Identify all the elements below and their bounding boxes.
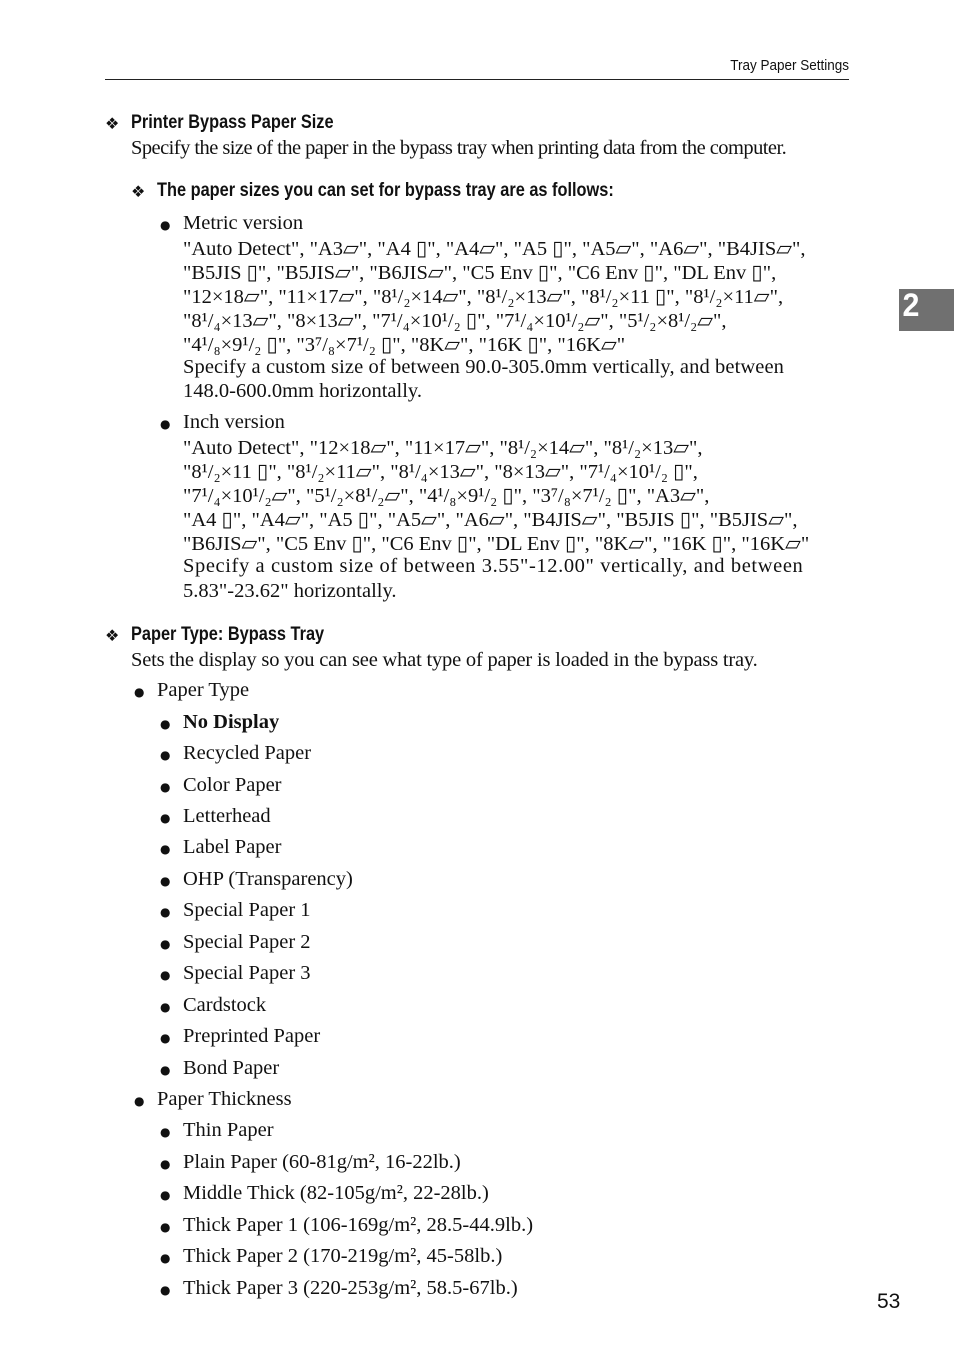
page-number: 53 [877, 1290, 901, 1313]
metric-size-line-1: "Auto Detect", "A3▱", "A4 ▯", "A4▱", "A5 ▯", "A5▱", "A6▱", "B4JIS▱", [183, 238, 806, 260]
inch-size-line-2: "8¹/₂×11 ▯", "8¹/₂×11▱", "8¹/₄×13▱", "8×13▱", "7¹/₄×10¹/₂ ▯", [183, 461, 698, 483]
paper-type-item: Special Paper 2 [183, 931, 311, 953]
inch-size-line-1: "Auto Detect", "12×18▱", "11×17▱", "8¹/₂×14▱", "8¹/₂×13▱", [183, 437, 703, 459]
section-description-bypass-size: Specify the size of the paper in the bypass tray when printing data from the computer. [131, 137, 787, 159]
paper-type-item: Bond Paper [183, 1057, 280, 1079]
paper-thickness-item: Thick Paper 1 (106-169g/m², 28.5-44.9lb.) [183, 1214, 534, 1236]
paper-type-item: Label Paper [183, 836, 282, 858]
paper-type-item: Special Paper 3 [183, 962, 311, 984]
diamond-bullet-icon: ❖ [131, 182, 146, 201]
paper-type-item: Color Paper [183, 774, 282, 796]
section-heading-paper-type: Paper Type: Bypass Tray [131, 624, 325, 645]
metric-custom-size-1: Specify a custom size of between 90.0-305.0mm vertically, and between [183, 356, 785, 378]
bullet-icon: ● [160, 874, 171, 888]
bullet-icon: ● [160, 968, 171, 982]
bullet-icon: ● [160, 1031, 171, 1045]
bullet-icon: ● [160, 1000, 171, 1014]
paper-thickness-item: Thick Paper 3 (220-253g/m², 58.5-67lb.) [183, 1277, 518, 1299]
bullet-icon: ● [160, 1063, 171, 1077]
paper-thickness-item: Middle Thick (82-105g/m², 22-28lb.) [183, 1182, 489, 1204]
bullet-icon: ● [134, 1094, 145, 1108]
metric-size-line-2: "B5JIS ▯", "B5JIS▱", "B6JIS▱", "C5 Env ▯", "C6 Env ▯", "DL Env ▯", [183, 262, 777, 284]
bullet-icon: ● [160, 218, 171, 232]
subheading-bypass-sizes: The paper sizes you can set for bypass tray are as follows: [157, 180, 614, 201]
diamond-bullet-icon: ❖ [105, 626, 120, 645]
bullet-icon: ● [160, 937, 171, 951]
inch-custom-size-2: 5.83"-23.62" horizontally. [183, 580, 397, 602]
inch-version-label: Inch version [183, 411, 285, 433]
section-description-paper-type: Sets the display so you can see what type of paper is loaded in the bypass tray. [131, 649, 758, 671]
paper-type-item: Special Paper 1 [183, 899, 311, 921]
diamond-bullet-icon: ❖ [105, 114, 120, 133]
section-heading-bypass-size: Printer Bypass Paper Size [131, 112, 334, 133]
paper-thickness-item: Thick Paper 2 (170-219g/m², 45-58lb.) [183, 1245, 503, 1267]
inch-custom-size-1: Specify a custom size of between 3.55"-12.00" vertically, and between [183, 555, 804, 577]
bullet-icon: ● [160, 1188, 171, 1202]
bullet-icon: ● [160, 1283, 171, 1297]
bullet-icon: ● [160, 1251, 171, 1265]
inch-size-line-4: "A4 ▯", "A4▱", "A5 ▯", "A5▱", "A6▱", "B4JIS▱", "B5JIS ▯", "B5JIS▱", [183, 509, 798, 531]
paper-type-item: No Display [183, 711, 280, 733]
paper-type-item: OHP (Transparency) [183, 868, 353, 890]
metric-size-line-4: "8¹/₄×13▱", "8×13▱", "7¹/₄×10¹/₂ ▯", "7¹/₄×10¹/₂▱", "5¹/₂×8¹/₂▱", [183, 310, 727, 332]
paper-type-item: Letterhead [183, 805, 271, 827]
bullet-icon: ● [160, 1220, 171, 1234]
inch-size-line-3: "7¹/₄×10¹/₂▱", "5¹/₂×8¹/₂▱", "4¹/₈×9¹/₂ ▯", "3⁷/₈×7¹/₂ ▯", "A3▱", [183, 485, 710, 507]
bullet-icon: ● [160, 905, 171, 919]
bullet-icon: ● [160, 1157, 171, 1171]
bullet-icon: ● [160, 748, 171, 762]
chapter-number: 2 [902, 287, 920, 323]
bullet-icon: ● [160, 780, 171, 794]
metric-custom-size-2: 148.0-600.0mm horizontally. [183, 380, 422, 402]
metric-size-line-5: "4¹/₈×9¹/₂ ▯", "3⁷/₈×7¹/₂ ▯", "8K▱", "16K ▯", "16K▱" [183, 334, 626, 356]
bullet-icon: ● [160, 1125, 171, 1139]
bullet-icon: ● [160, 717, 171, 731]
page-header [105, 57, 849, 80]
metric-size-line-3: "12×18▱", "11×17▱", "8¹/₂×14▱", "8¹/₂×13▱", "8¹/₂×11 ▯", "8¹/₂×11▱", [183, 286, 784, 308]
paper-thickness-item: Plain Paper (60-81g/m², 16-22lb.) [183, 1151, 461, 1173]
paper-thickness-label: Paper Thickness [157, 1088, 292, 1110]
paper-type-item: Recycled Paper [183, 742, 312, 764]
bullet-icon: ● [160, 417, 171, 431]
paper-type-label: Paper Type [157, 679, 250, 701]
bullet-icon: ● [160, 842, 171, 856]
header-section-title: Tray Paper Settings [730, 57, 849, 74]
metric-version-label: Metric version [183, 212, 304, 234]
bullet-icon: ● [160, 811, 171, 825]
inch-size-line-5: "B6JIS▱", "C5 Env ▯", "C6 Env ▯", "DL Env ▯", "8K▱", "16K ▯", "16K▱" [183, 533, 810, 555]
bullet-icon: ● [134, 685, 145, 699]
paper-type-item: Preprinted Paper [183, 1025, 321, 1047]
paper-type-item: Cardstock [183, 994, 267, 1016]
paper-thickness-item: Thin Paper [183, 1119, 274, 1141]
